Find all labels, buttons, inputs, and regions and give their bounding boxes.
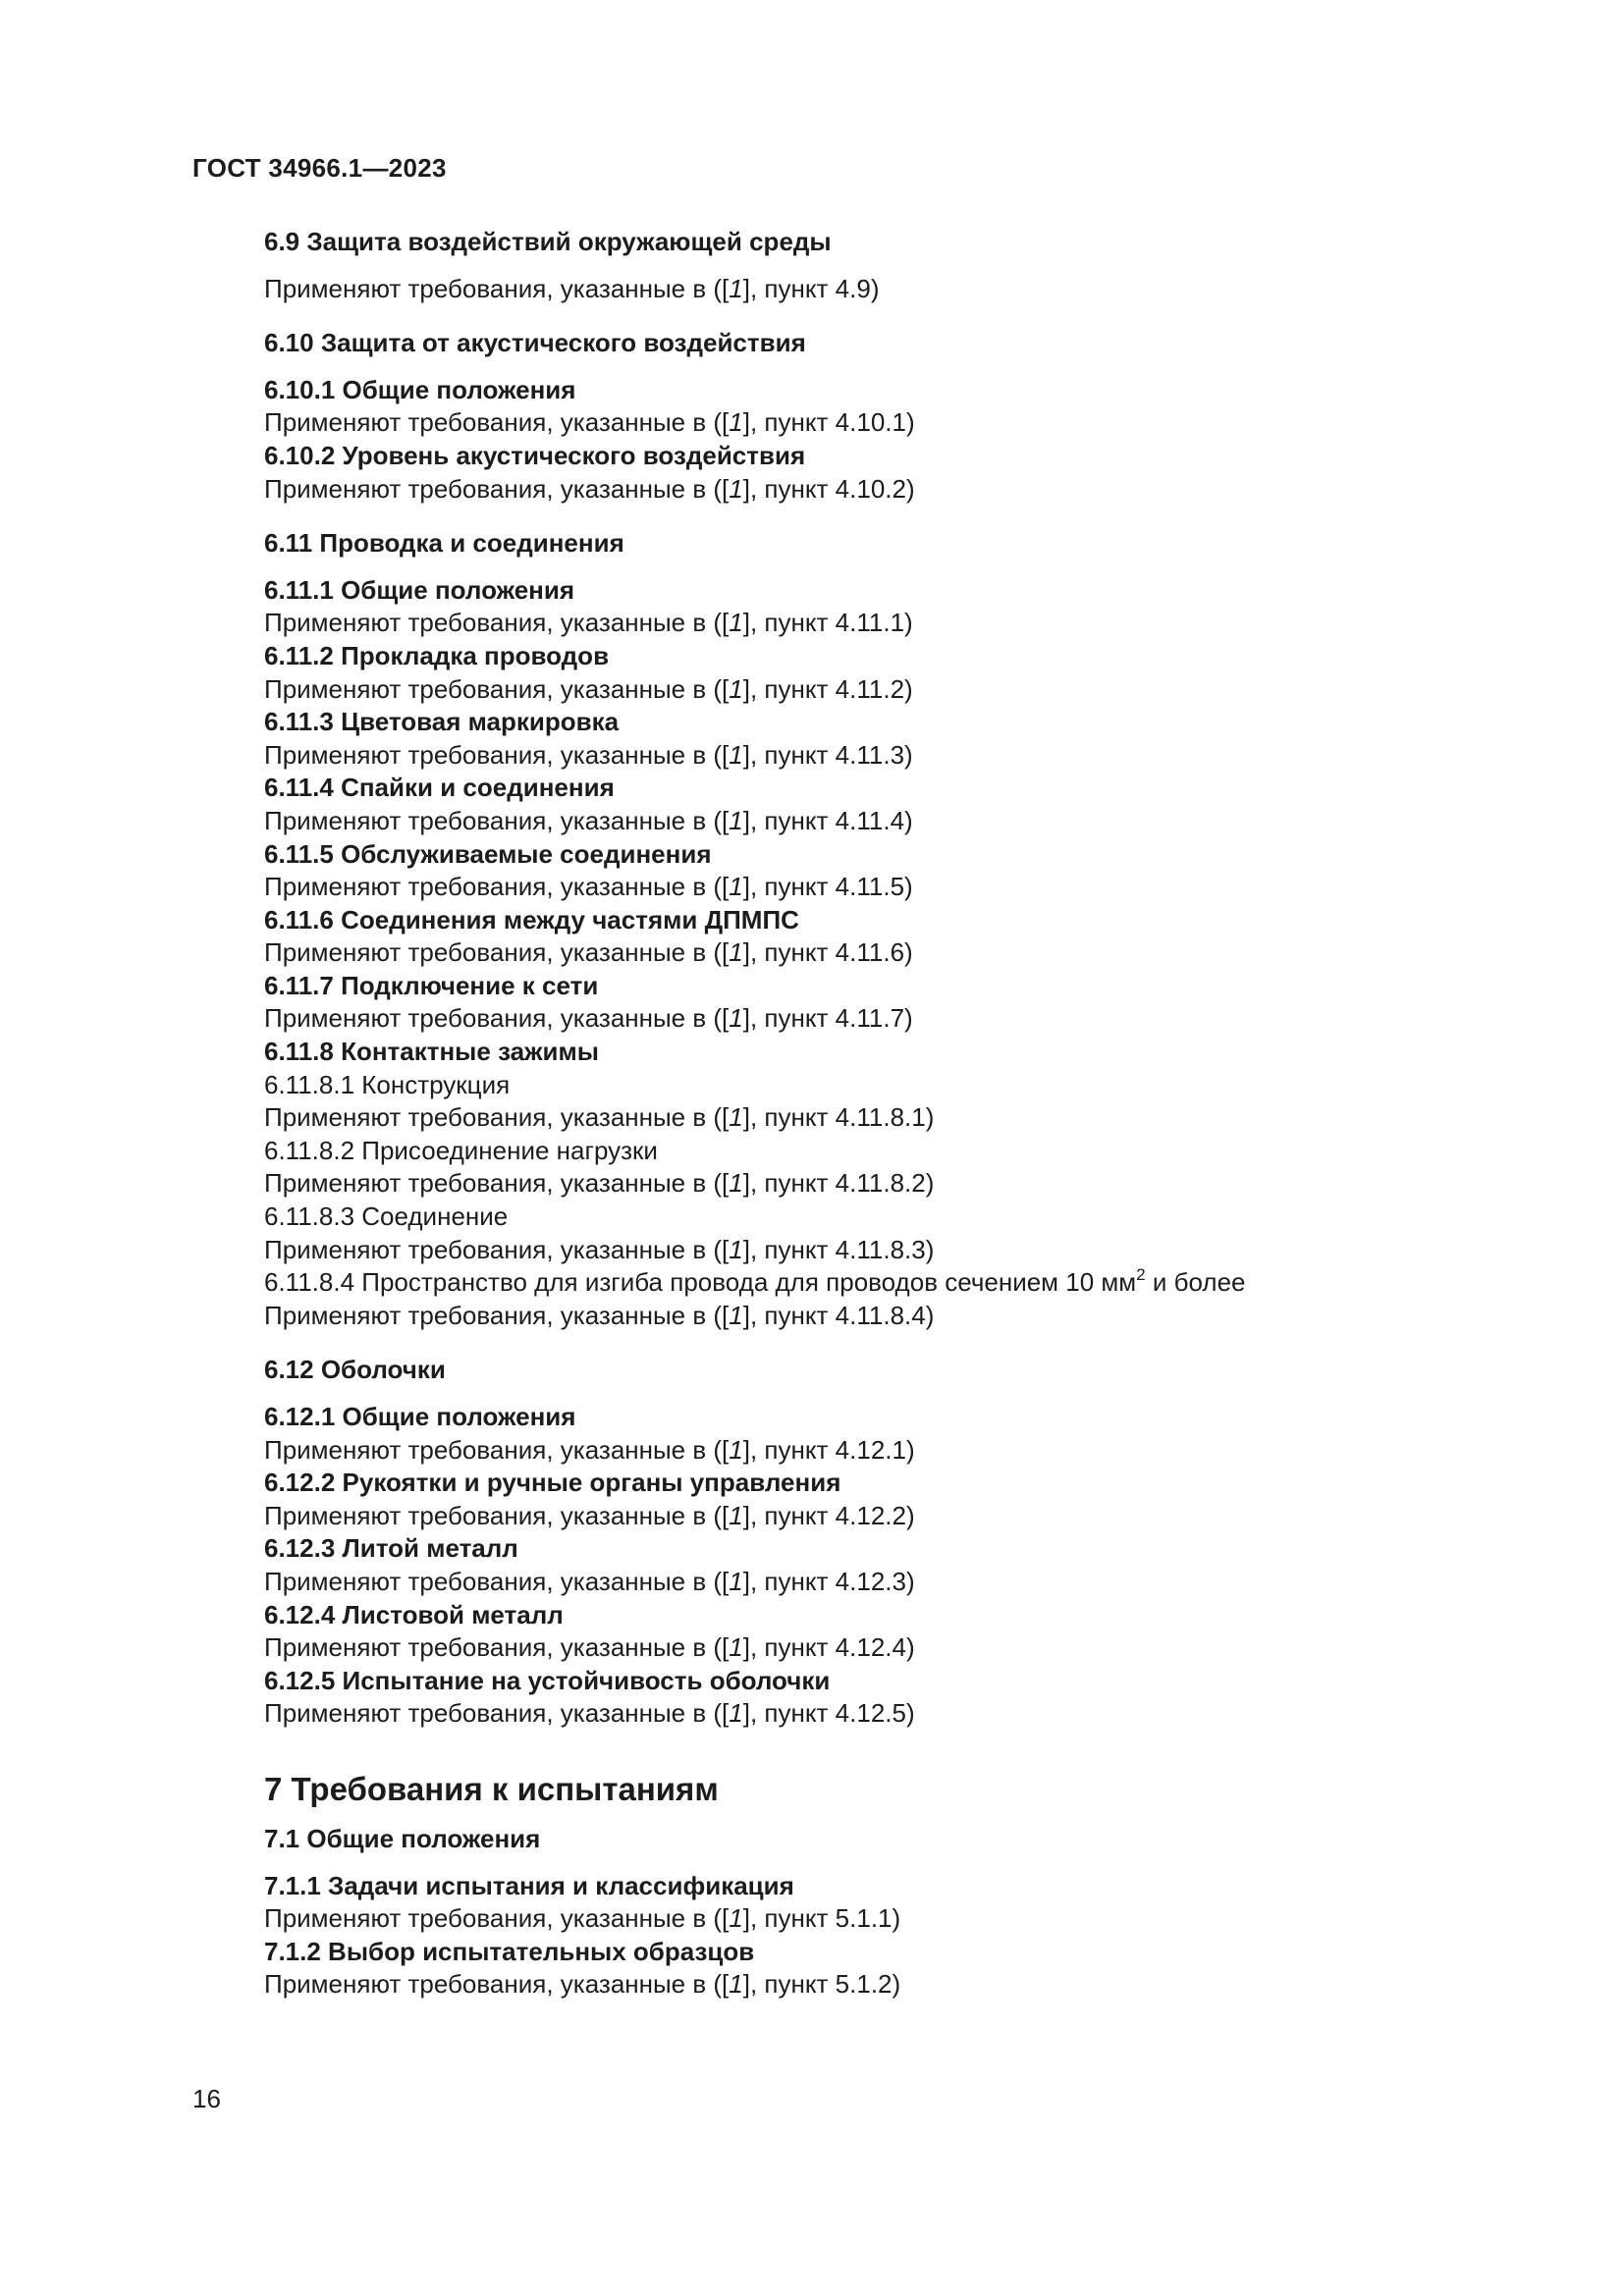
subsection-heading: 6.10.1 Общие положения bbox=[264, 374, 576, 404]
clause-title: 6.11.8.1 Конструкция bbox=[264, 1069, 511, 1099]
req-prefix: Применяют требования, указанные в ([ bbox=[264, 673, 730, 704]
req-prefix: Применяют требования, указанные в ([ bbox=[264, 1102, 730, 1133]
req-mid: ], пункт bbox=[742, 872, 836, 902]
req-mid: ], пункт bbox=[742, 805, 836, 835]
requirement-reference bbox=[264, 1902, 1442, 1936]
bibliography-ref: 1 bbox=[729, 1102, 743, 1133]
req-prefix: Применяют требования, указанные в ([ bbox=[264, 1500, 730, 1530]
requirement-reference bbox=[264, 1697, 1442, 1731]
bibliography-ref: 1 bbox=[729, 407, 743, 438]
subsection-heading: 6.11.6 Соединения между частями ДПМПС bbox=[264, 904, 799, 934]
document-body bbox=[264, 226, 1442, 2002]
clause-ref: 4.9 bbox=[835, 273, 871, 303]
subsection-heading: 6.11.5 Обслуживаемые соединения bbox=[264, 838, 712, 869]
section-heading: 6.11 Проводка и соединения bbox=[264, 528, 624, 559]
req-prefix: Применяют требования, указанные в ([ bbox=[264, 937, 730, 968]
bibliography-ref: 1 bbox=[729, 1969, 743, 2000]
req-suffix: ) bbox=[925, 1234, 935, 1264]
superscript: 2 bbox=[1136, 1264, 1146, 1284]
req-mid: ], пункт bbox=[742, 1969, 836, 2000]
req-mid: ], пункт bbox=[742, 1698, 836, 1729]
req-mid: ], пункт bbox=[742, 1434, 836, 1465]
subsection-heading: 6.10.2 Уровень акустического воздействия bbox=[264, 440, 806, 470]
clause-ref: 4.11.8.4 bbox=[835, 1300, 926, 1330]
subsection-heading: 6.11.1 Общие положения bbox=[264, 574, 575, 605]
bibliography-ref: 1 bbox=[729, 1500, 743, 1530]
clause-ref: 4.11.6 bbox=[835, 937, 905, 968]
req-prefix: Применяют требования, указанные в ([ bbox=[264, 1698, 730, 1729]
bibliography-ref: 1 bbox=[729, 473, 743, 504]
bibliography-ref: 1 bbox=[729, 937, 743, 968]
subsection-heading: 6.11.8 Контактные зажимы bbox=[264, 1037, 599, 1067]
req-prefix: Применяют требования, указанные в ([ bbox=[264, 805, 730, 835]
clause-ref: 4.12.5 bbox=[835, 1698, 906, 1729]
req-mid: ], пункт bbox=[742, 407, 836, 438]
req-mid: ], пункт bbox=[742, 673, 836, 704]
req-prefix: Применяют требования, указанные в ([ bbox=[264, 1234, 730, 1264]
req-suffix: ) bbox=[905, 1632, 915, 1663]
clause-title bbox=[264, 1266, 1442, 1300]
subsection-heading: 6.12.4 Листовой металл bbox=[264, 1599, 564, 1629]
bibliography-ref: 1 bbox=[729, 1168, 743, 1199]
req-suffix: ) bbox=[904, 805, 913, 835]
req-prefix: Применяют требования, указанные в ([ bbox=[264, 1632, 730, 1663]
bibliography-ref: 1 bbox=[729, 673, 743, 704]
subsection-heading: 6.12.5 Испытание на устойчивость оболочки bbox=[264, 1665, 831, 1695]
req-suffix: ) bbox=[904, 673, 913, 704]
requirement-reference bbox=[264, 1566, 1442, 1599]
clause-ref: 4.11.8.1 bbox=[835, 1102, 926, 1133]
clause-text: 6.11.8.4 Пространство для изгиба провода для проводов сечением 10 мм bbox=[264, 1267, 1137, 1298]
req-suffix: ) bbox=[904, 872, 913, 902]
clause-ref: 4.12.1 bbox=[835, 1434, 906, 1465]
clause-ref: 4.12.4 bbox=[835, 1632, 906, 1663]
requirement-reference bbox=[264, 871, 1442, 904]
req-mid: ], пункт bbox=[742, 739, 836, 770]
req-prefix: Применяют требования, указанные в ([ bbox=[264, 1969, 730, 2000]
subsection-heading: 6.11.7 Подключение к сети bbox=[264, 970, 599, 1000]
subsection-heading: 6.12.1 Общие положения bbox=[264, 1402, 576, 1431]
req-prefix: Применяют требования, указанные в ([ bbox=[264, 407, 730, 438]
req-prefix: Применяют требования, указанные в ([ bbox=[264, 1168, 730, 1199]
clause-ref: 4.11.4 bbox=[835, 805, 905, 835]
requirement-reference bbox=[264, 936, 1442, 970]
req-mid: ], пункт bbox=[742, 473, 836, 504]
bibliography-ref: 1 bbox=[729, 1566, 743, 1596]
req-suffix: ) bbox=[905, 1698, 915, 1729]
req-mid: ], пункт bbox=[742, 937, 836, 968]
clause-ref: 4.11.1 bbox=[835, 608, 905, 638]
bibliography-ref: 1 bbox=[729, 1632, 743, 1663]
subsection-heading: 6.11.2 Прокладка проводов bbox=[264, 640, 610, 670]
requirement-reference bbox=[264, 273, 1442, 306]
clause-ref: 4.12.2 bbox=[835, 1500, 906, 1530]
clause-text-end: и более bbox=[1145, 1267, 1246, 1298]
clause-ref: 4.11.3 bbox=[835, 739, 905, 770]
req-mid: ], пункт bbox=[742, 1903, 836, 1934]
req-mid: ], пункт bbox=[742, 273, 836, 303]
section-heading: 6.9 Защита воздействий окружающей среды bbox=[264, 227, 832, 256]
bibliography-ref: 1 bbox=[729, 1234, 743, 1264]
requirement-reference bbox=[264, 805, 1442, 838]
clause-ref: 4.11.7 bbox=[835, 1003, 905, 1034]
req-mid: ], пункт bbox=[742, 608, 836, 638]
bibliography-ref: 1 bbox=[729, 273, 743, 303]
requirement-reference bbox=[264, 406, 1442, 440]
req-mid: ], пункт bbox=[742, 1168, 836, 1199]
chapter-heading: 7 Требования к испытаниям bbox=[264, 1770, 719, 1807]
req-prefix: Применяют требования, указанные в ([ bbox=[264, 1903, 730, 1934]
req-mid: ], пункт bbox=[742, 1300, 836, 1330]
req-suffix: ) bbox=[925, 1102, 935, 1133]
requirement-reference bbox=[264, 1167, 1442, 1201]
req-prefix: Применяют требования, указанные в ([ bbox=[264, 739, 730, 770]
req-prefix: Применяют требования, указанные в ([ bbox=[264, 1434, 730, 1465]
subsection-heading: 6.11.3 Цветовая маркировка bbox=[264, 707, 620, 737]
req-suffix: ) bbox=[904, 608, 913, 638]
bibliography-ref: 1 bbox=[729, 1903, 743, 1934]
clause-ref: 4.11.8.3 bbox=[835, 1234, 926, 1264]
req-suffix: ) bbox=[904, 1003, 913, 1034]
req-prefix: Применяют требования, указанные в ([ bbox=[264, 608, 730, 638]
req-prefix: Применяют требования, указанные в ([ bbox=[264, 1566, 730, 1596]
clause-ref: 4.10.2 bbox=[835, 473, 906, 504]
req-suffix: ) bbox=[904, 739, 913, 770]
req-suffix: ) bbox=[892, 1969, 901, 2000]
subsection-heading: 7.1.1 Задачи испытания и классификация bbox=[264, 1870, 794, 1900]
req-suffix: ) bbox=[905, 1566, 915, 1596]
subsection-heading: 6.11.4 Спайки и соединения bbox=[264, 773, 615, 803]
requirement-reference bbox=[264, 1101, 1442, 1135]
requirement-reference bbox=[264, 1300, 1442, 1333]
req-mid: ], пункт bbox=[742, 1003, 836, 1034]
section-heading: 6.10 Защита от акустического воздействия bbox=[264, 328, 806, 358]
clause-title: 6.11.8.2 Присоединение нагрузки bbox=[264, 1135, 658, 1165]
req-prefix: Применяют требования, указанные в ([ bbox=[264, 473, 730, 504]
clause-ref: 4.11.2 bbox=[835, 673, 905, 704]
subsection-heading: 7.1.2 Выбор испытательных образцов bbox=[264, 1936, 755, 1966]
bibliography-ref: 1 bbox=[729, 1434, 743, 1465]
req-mid: ], пункт bbox=[742, 1234, 836, 1264]
req-suffix: ) bbox=[905, 1500, 915, 1530]
document-id: ГОСТ 34966.1—2023 bbox=[192, 153, 447, 183]
requirement-reference bbox=[264, 473, 1442, 507]
requirement-reference bbox=[264, 1234, 1442, 1267]
requirement-reference bbox=[264, 673, 1442, 707]
requirement-reference bbox=[264, 607, 1442, 640]
requirement-reference bbox=[264, 739, 1442, 773]
clause-ref: 5.1.2 bbox=[835, 1969, 893, 2000]
section-heading: 7.1 Общие положения bbox=[264, 1823, 541, 1853]
clause-ref: 4.11.8.2 bbox=[835, 1168, 926, 1199]
req-prefix: Применяют требования, указанные в ([ bbox=[264, 273, 730, 303]
req-suffix: ) bbox=[892, 1903, 901, 1934]
bibliography-ref: 1 bbox=[729, 805, 743, 835]
bibliography-ref: 1 bbox=[729, 608, 743, 638]
req-prefix: Применяют требования, указанные в ([ bbox=[264, 1003, 730, 1034]
requirement-reference bbox=[264, 1434, 1442, 1468]
req-mid: ], пункт bbox=[742, 1632, 836, 1663]
req-mid: ], пункт bbox=[742, 1102, 836, 1133]
bibliography-ref: 1 bbox=[729, 1300, 743, 1330]
subsection-heading: 6.12.2 Рукоятки и ручные органы управления bbox=[264, 1468, 841, 1498]
clause-ref: 4.12.3 bbox=[835, 1566, 906, 1596]
req-suffix: ) bbox=[905, 407, 915, 438]
bibliography-ref: 1 bbox=[729, 1698, 743, 1729]
req-suffix: ) bbox=[904, 937, 913, 968]
requirement-reference bbox=[264, 1968, 1442, 2002]
requirement-reference bbox=[264, 1002, 1442, 1036]
req-mid: ], пункт bbox=[742, 1566, 836, 1596]
req-suffix: ) bbox=[905, 473, 915, 504]
req-suffix: ) bbox=[925, 1168, 935, 1199]
page-number: 16 bbox=[192, 2084, 221, 2113]
clause-ref: 4.11.5 bbox=[835, 872, 905, 902]
subsection-heading: 6.12.3 Литой металл bbox=[264, 1533, 518, 1564]
clause-ref: 4.10.1 bbox=[835, 407, 906, 438]
req-suffix: ) bbox=[925, 1300, 935, 1330]
requirement-reference bbox=[264, 1500, 1442, 1533]
req-suffix: ) bbox=[870, 273, 880, 303]
req-prefix: Применяют требования, указанные в ([ bbox=[264, 872, 730, 902]
bibliography-ref: 1 bbox=[729, 872, 743, 902]
requirement-reference bbox=[264, 1631, 1442, 1665]
clause-title: 6.11.8.3 Соединение bbox=[264, 1201, 509, 1232]
clause-ref: 5.1.1 bbox=[835, 1903, 893, 1934]
req-prefix: Применяют требования, указанные в ([ bbox=[264, 1300, 730, 1330]
bibliography-ref: 1 bbox=[729, 1003, 743, 1034]
req-mid: ], пункт bbox=[742, 1500, 836, 1530]
bibliography-ref: 1 bbox=[729, 739, 743, 770]
req-suffix: ) bbox=[905, 1434, 915, 1465]
section-heading: 6.12 Оболочки bbox=[264, 1355, 446, 1385]
